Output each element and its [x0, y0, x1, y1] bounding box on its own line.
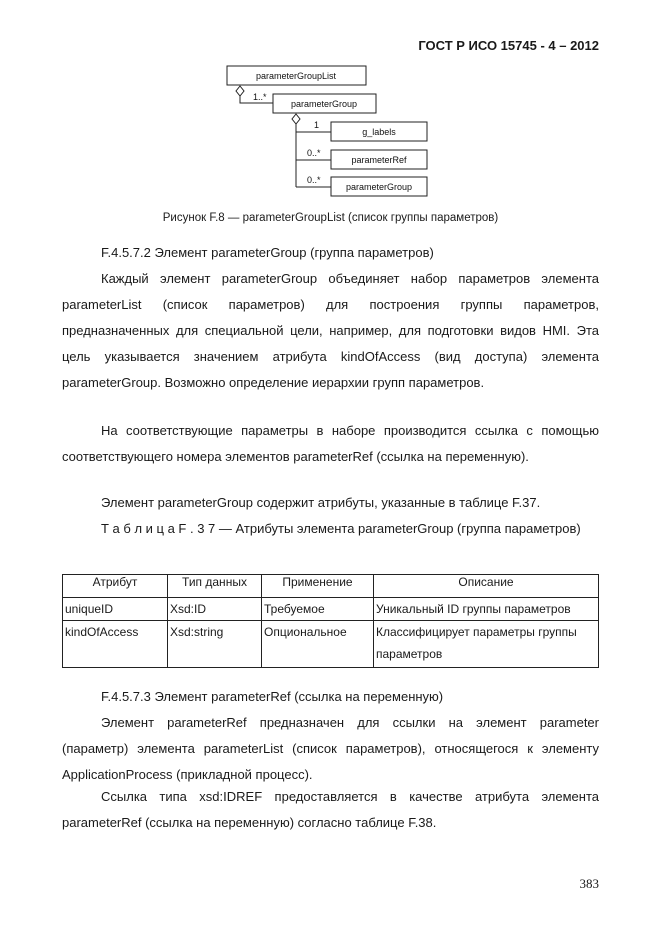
paragraph: Элемент parameterRef предназначен для ссылки на элемент parameter (параметр) элемента parameterList (список параметров), относящегося к элементу ApplicationProcess (прикладной процесс).: [62, 715, 599, 782]
paragraph: Ссылка типа xsd:IDREF предоставляется в качестве атрибута элемента parameterRef (ссылка на переменную) согласно таблице F.38.: [62, 789, 599, 830]
uml-diagram: [0, 0, 661, 210]
table-header-cell: Атрибут: [63, 575, 168, 598]
page-number: 383: [579, 876, 599, 891]
section-heading: F.4.5.7.3 Элемент parameterRef (ссылка на переменную): [101, 689, 444, 704]
table-header-row: [63, 575, 599, 598]
table-cell: Xsd:ID: [168, 598, 262, 621]
table-row: [63, 598, 599, 621]
item-class-label: parameterRef: [351, 155, 407, 165]
table-cell: Уникальный ID группы параметров: [374, 598, 599, 621]
paragraph: На соответствующие параметры в наборе производится ссылка с помощью соответствующего номера элементов parameterRef (ссылка на переменную).: [62, 423, 599, 464]
paragraph: Элемент parameterGroup содержит атрибуты, указанные в таблице F.37.: [101, 495, 541, 510]
table-header-cell: Применение: [262, 575, 374, 598]
standard-code: ГОСТ Р ИСО 15745 - 4 – 2012: [418, 38, 599, 53]
table-cell: Классифицирует параметры группы параметров: [374, 621, 599, 668]
table-header-cell: Тип данных: [168, 575, 262, 598]
table-header-cell: Описание: [374, 575, 599, 598]
root-class-label: parameterGroupList: [255, 71, 337, 81]
aggregation-diamond: [236, 86, 244, 96]
item-multiplicity: 1: [314, 120, 320, 130]
table-cell: uniqueID: [63, 598, 168, 621]
table-cell: Требуемое: [262, 598, 374, 621]
attributes-table: [62, 574, 599, 668]
table-title: Т а б л и ц а F . 3 7 — Атрибуты элемента parameterGroup (группа параметров): [101, 521, 581, 536]
item-class-label: g_labels: [362, 127, 396, 137]
root-multiplicity: 1..*: [253, 92, 267, 102]
child-class-label: parameterGroup: [290, 99, 358, 109]
item-class-label: parameterGroup: [345, 182, 413, 192]
paragraph: Каждый элемент parameterGroup объединяет набор параметров элемента parameterList (список параметров) для построения группы параметров, предназначенных для специальной цели, например, для подготовки видов HMI. Эта цель указывается значением атрибута kindOfAccess (вид доступа) элемента parameterGroup. Возможно определение иерархии групп параметров.: [62, 271, 599, 390]
table-cell: kindOfAccess: [63, 621, 168, 668]
table-row: [63, 621, 599, 668]
item-multiplicity: 0..*: [307, 148, 321, 158]
figure-caption: Рисунок F.8 — parameterGroupList (список группы параметров): [162, 212, 499, 224]
table-cell: Xsd:string: [168, 621, 262, 668]
aggregation-diamond: [292, 114, 300, 124]
table-cell: Опциональное: [262, 621, 374, 668]
section-heading: F.4.5.7.2 Элемент parameterGroup (группа параметров): [101, 245, 434, 260]
item-multiplicity: 0..*: [307, 175, 321, 185]
